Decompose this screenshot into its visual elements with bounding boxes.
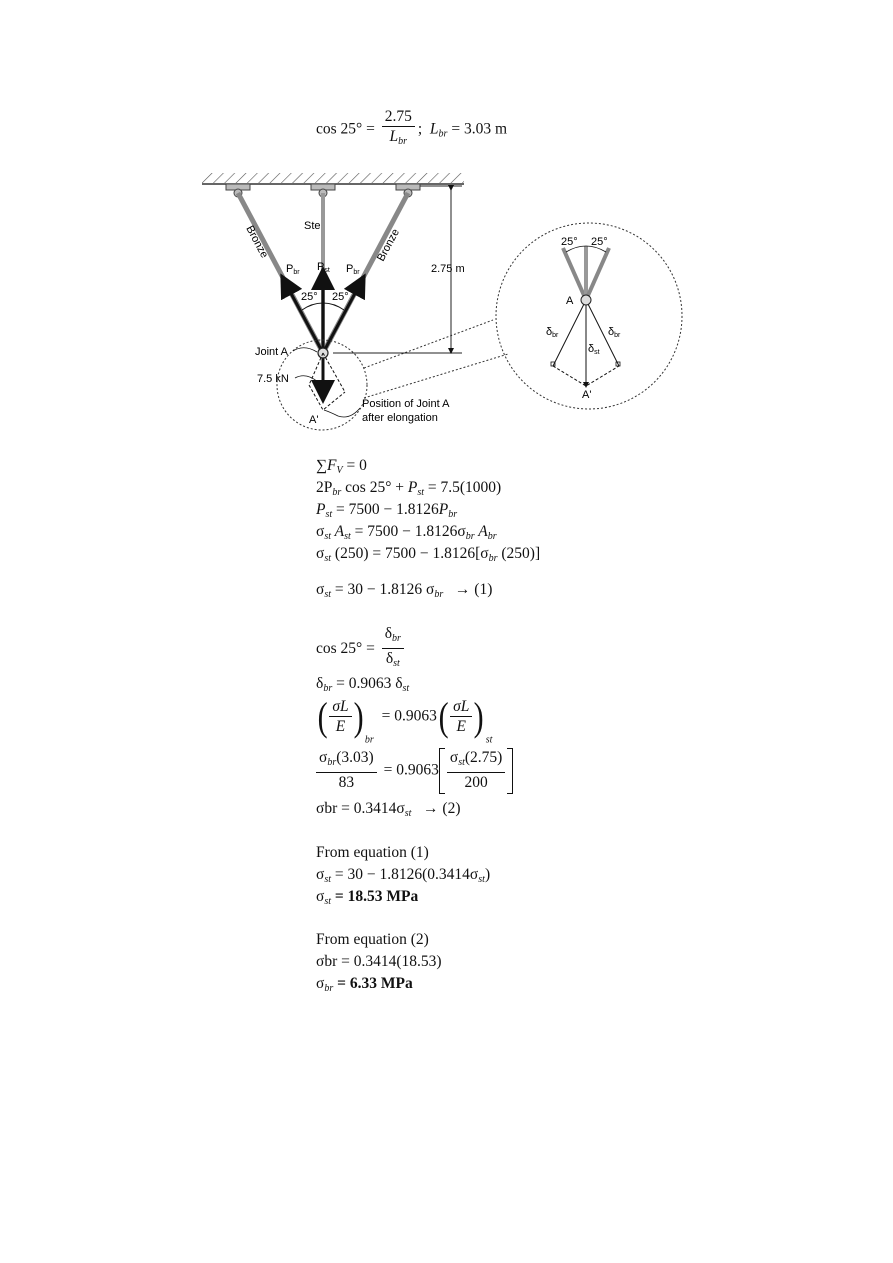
displacement-lines <box>309 385 345 410</box>
detail-pin <box>581 295 591 305</box>
label-bronze-right: Bronze <box>375 226 403 264</box>
detail-dst: δst <box>588 343 600 356</box>
detail-angle-right: 25° <box>591 236 608 248</box>
label-position-1: Position of Joint A <box>362 398 450 410</box>
result-2-line: σbr = 0.3414(18.53) <box>316 953 442 970</box>
label-bronze-left: Bronze <box>243 223 271 261</box>
compat-line-3: ( $\frac{\sigma L}{E}$ )$_{br} = 0.9063$( $\frac{\sigma L}{E}$ )$_{st}$ <box>317 694 493 746</box>
eq-line-5: $\sigma_{st}$ $(250) = 7500 - 1.8126[\sigma_{br}$ (250)] <box>316 545 541 564</box>
top-eq-den: $L_{br}$ <box>389 128 408 147</box>
load-leader <box>295 376 318 382</box>
detail-rod-left <box>563 248 586 300</box>
eq-line-3: $P_{st} = 7500 - 1.8126P_{br}$ <box>316 501 458 520</box>
displacement-right <box>323 353 345 392</box>
top-eq-rhs-sub: br <box>438 128 448 140</box>
label-joint-a: Joint A <box>255 346 289 358</box>
top-eq-rhs-val: = 3.03 m <box>451 120 508 138</box>
label-steel: Ste <box>304 220 321 232</box>
compat-cos: cos 25° = $\frac{\delta_{br}}{\delta_{st}}$ <box>316 625 407 674</box>
eq-sum-fv: $\sum F_V = 0$ <box>316 457 367 476</box>
ceiling-hatch <box>202 173 464 183</box>
label-pbr-left: Pbr <box>286 263 300 276</box>
detail-a: A <box>566 295 574 307</box>
angle-arc-right <box>323 303 344 310</box>
label-height: 2.75 m <box>431 263 465 275</box>
label-angle-right: 25° <box>332 291 349 303</box>
result-1-value: $\sigma_{st} = 18.53$ MPa <box>316 888 419 907</box>
eq-line-4: $\sigma_{st}$ $A_{st} = 7500 - 1.8126\sigma_{br}$ $A_{br}$ <box>316 523 497 542</box>
compat-line-2: $\delta_{br} = 0.9063$ $\delta_{st}$ <box>316 675 410 694</box>
compat-cos-frac: $\frac{\delta_{br}}{\delta_{st}}$ <box>382 625 404 674</box>
label-pst: Pst <box>317 261 330 274</box>
detail-rod-right <box>586 248 609 300</box>
detail-dbr-right: δbr <box>608 326 621 339</box>
top-eq-num: 2.75 <box>382 108 415 127</box>
top-eq-rhs-sym: L <box>429 120 439 138</box>
eq-line-2: $2P_{br}$ $\cos 25^\circ + P_{st} = 7.5(1000)$ <box>316 479 502 498</box>
eq-line-6: $\sigma_{st} = 30 - 1.8126$ $\sigma_{br}$ → (1) <box>316 581 493 600</box>
detail-angle-left: 25° <box>561 236 578 248</box>
compat-line-5: $\sigma br = 0.3414\sigma_{st}$ → (2) <box>316 800 461 819</box>
label-load: 7.5 kN <box>257 373 289 385</box>
detail-dbr-left: δbr <box>546 326 559 339</box>
label-angle-left: 25° <box>301 291 318 303</box>
truss-figure <box>0 0 893 450</box>
compat-line-4: $\frac{\sigma_{br}(3.03)}{83}$ = 0.9063 $\frac{\sigma_{st}(2.75)}{200}$ <box>316 748 513 794</box>
result-1-head: From equation (1) <box>316 844 429 861</box>
detail-connector-top <box>364 320 493 368</box>
top-eq-lhs: cos 25° = <box>316 120 375 138</box>
detail-circle <box>496 223 682 409</box>
label-position-2: after elongation <box>362 412 438 424</box>
label-a-prime: A' <box>309 414 319 426</box>
angle-arc-left <box>302 303 323 310</box>
detail-a-prime: A' <box>582 389 592 401</box>
result-2-head: From equation (2) <box>316 931 429 948</box>
top-eq-sep: ; <box>417 120 423 138</box>
detail-connector-bottom <box>364 354 508 398</box>
result-1-line: $\sigma_{st} = 30 - 1.8126(0.3414\sigma_{st})$ <box>316 866 491 885</box>
label-pbr-right: Pbr <box>346 263 360 276</box>
result-2-value: $\sigma_{br} = 6.33$ MPa <box>316 975 413 994</box>
